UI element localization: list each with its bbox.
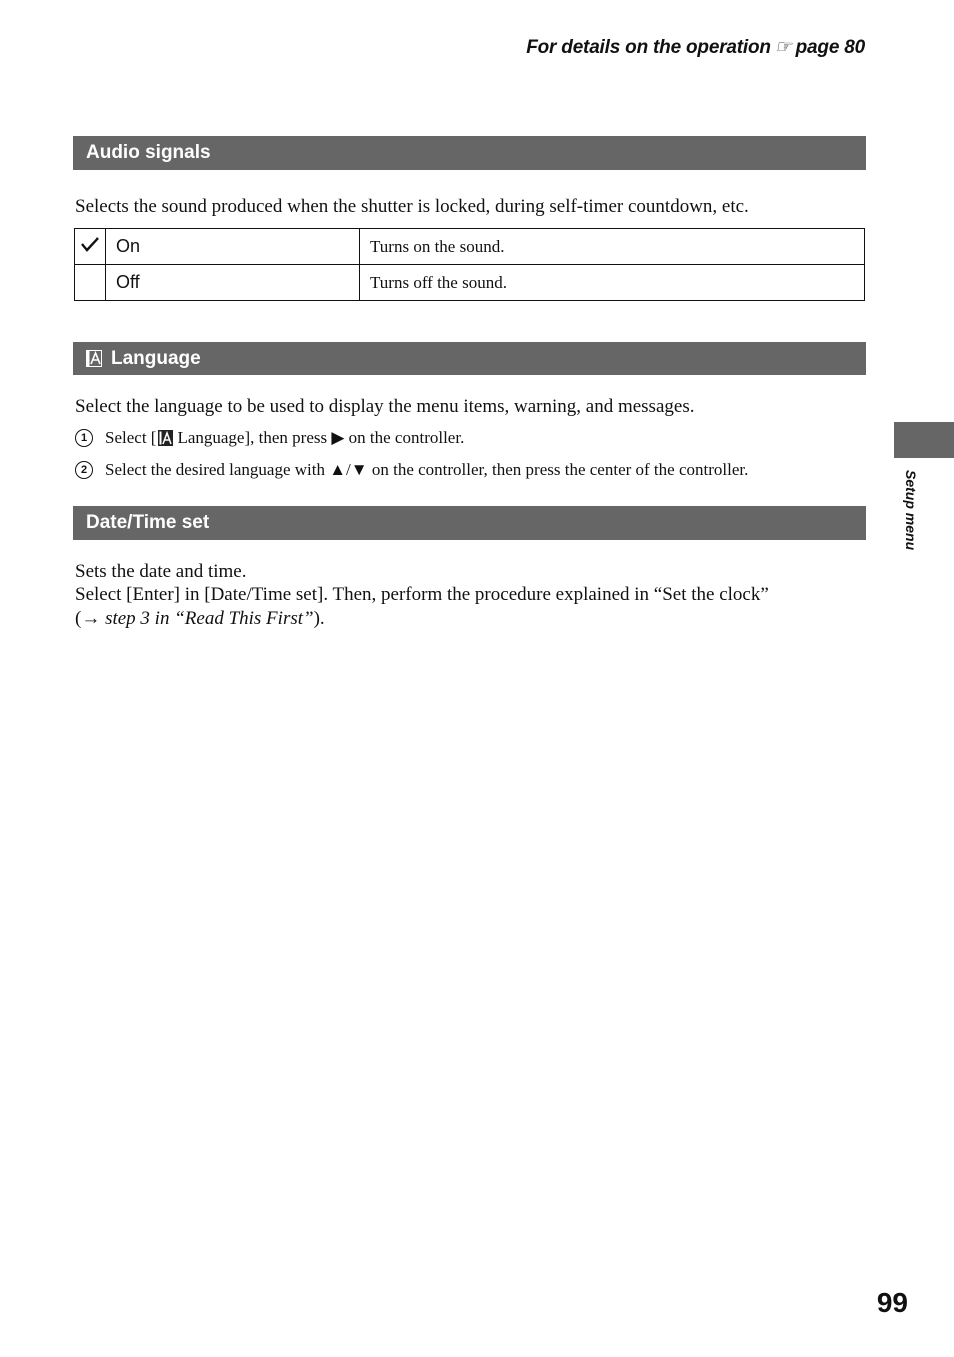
step-1 xyxy=(75,428,464,448)
step-text: Select the desired language with ▲/▼ on the controller, then press the center of the controller. xyxy=(105,460,749,479)
step-number: 2 xyxy=(75,461,93,479)
table-row xyxy=(75,265,865,301)
section-title-language: Language xyxy=(111,347,201,369)
datetime-line-2: Select [Enter] in [Date/Time set]. Then, perform the procedure explained in “Set the clock” xyxy=(75,584,769,605)
chapter-tab xyxy=(894,422,954,458)
option-description: Turns off the sound. xyxy=(360,265,865,301)
language-icon xyxy=(86,350,102,367)
section-title-audio: Audio signals xyxy=(86,142,211,163)
step-text-pre: Select [ xyxy=(105,428,157,447)
datetime-line-3-post: ). xyxy=(313,608,325,629)
chapter-label: Setup menu xyxy=(903,470,919,551)
language-icon xyxy=(158,430,173,446)
step-text-post: Language], then press ▶ on the controller. xyxy=(177,428,465,447)
datetime-line-3-pre: (→ xyxy=(75,608,106,629)
default-check-cell xyxy=(75,265,106,301)
section-header-date-time xyxy=(73,506,866,540)
default-check-cell xyxy=(75,229,106,265)
header-page-ref: page 80 xyxy=(795,37,865,58)
header-text: For details on the operation xyxy=(526,37,771,58)
section-header-audio-signals xyxy=(73,136,866,170)
datetime-line-1: Sets the date and time. xyxy=(75,561,247,582)
step-2 xyxy=(75,460,748,480)
section-title-datetime: Date/Time set xyxy=(86,512,210,533)
pointing-hand-icon: ☞ xyxy=(774,37,792,58)
default-checkmark-icon xyxy=(80,235,100,253)
page-number: 99 xyxy=(876,1287,908,1318)
option-label: On xyxy=(106,229,360,265)
option-description: Turns on the sound. xyxy=(360,229,865,265)
page-reference-header xyxy=(526,36,865,59)
read-this-first-reference: step 3 in “Read This First” xyxy=(105,608,314,629)
table-row xyxy=(75,229,865,265)
language-description: Select the language to be used to display the menu items, warning, and messages. xyxy=(75,396,695,417)
audio-options-table xyxy=(74,228,865,301)
section-header-language xyxy=(73,342,866,375)
datetime-line-3 xyxy=(75,607,325,631)
option-label: Off xyxy=(106,265,360,301)
audio-description: Selects the sound produced when the shutter is locked, during self-timer countdown, etc. xyxy=(75,196,749,217)
step-number: 1 xyxy=(75,429,93,447)
